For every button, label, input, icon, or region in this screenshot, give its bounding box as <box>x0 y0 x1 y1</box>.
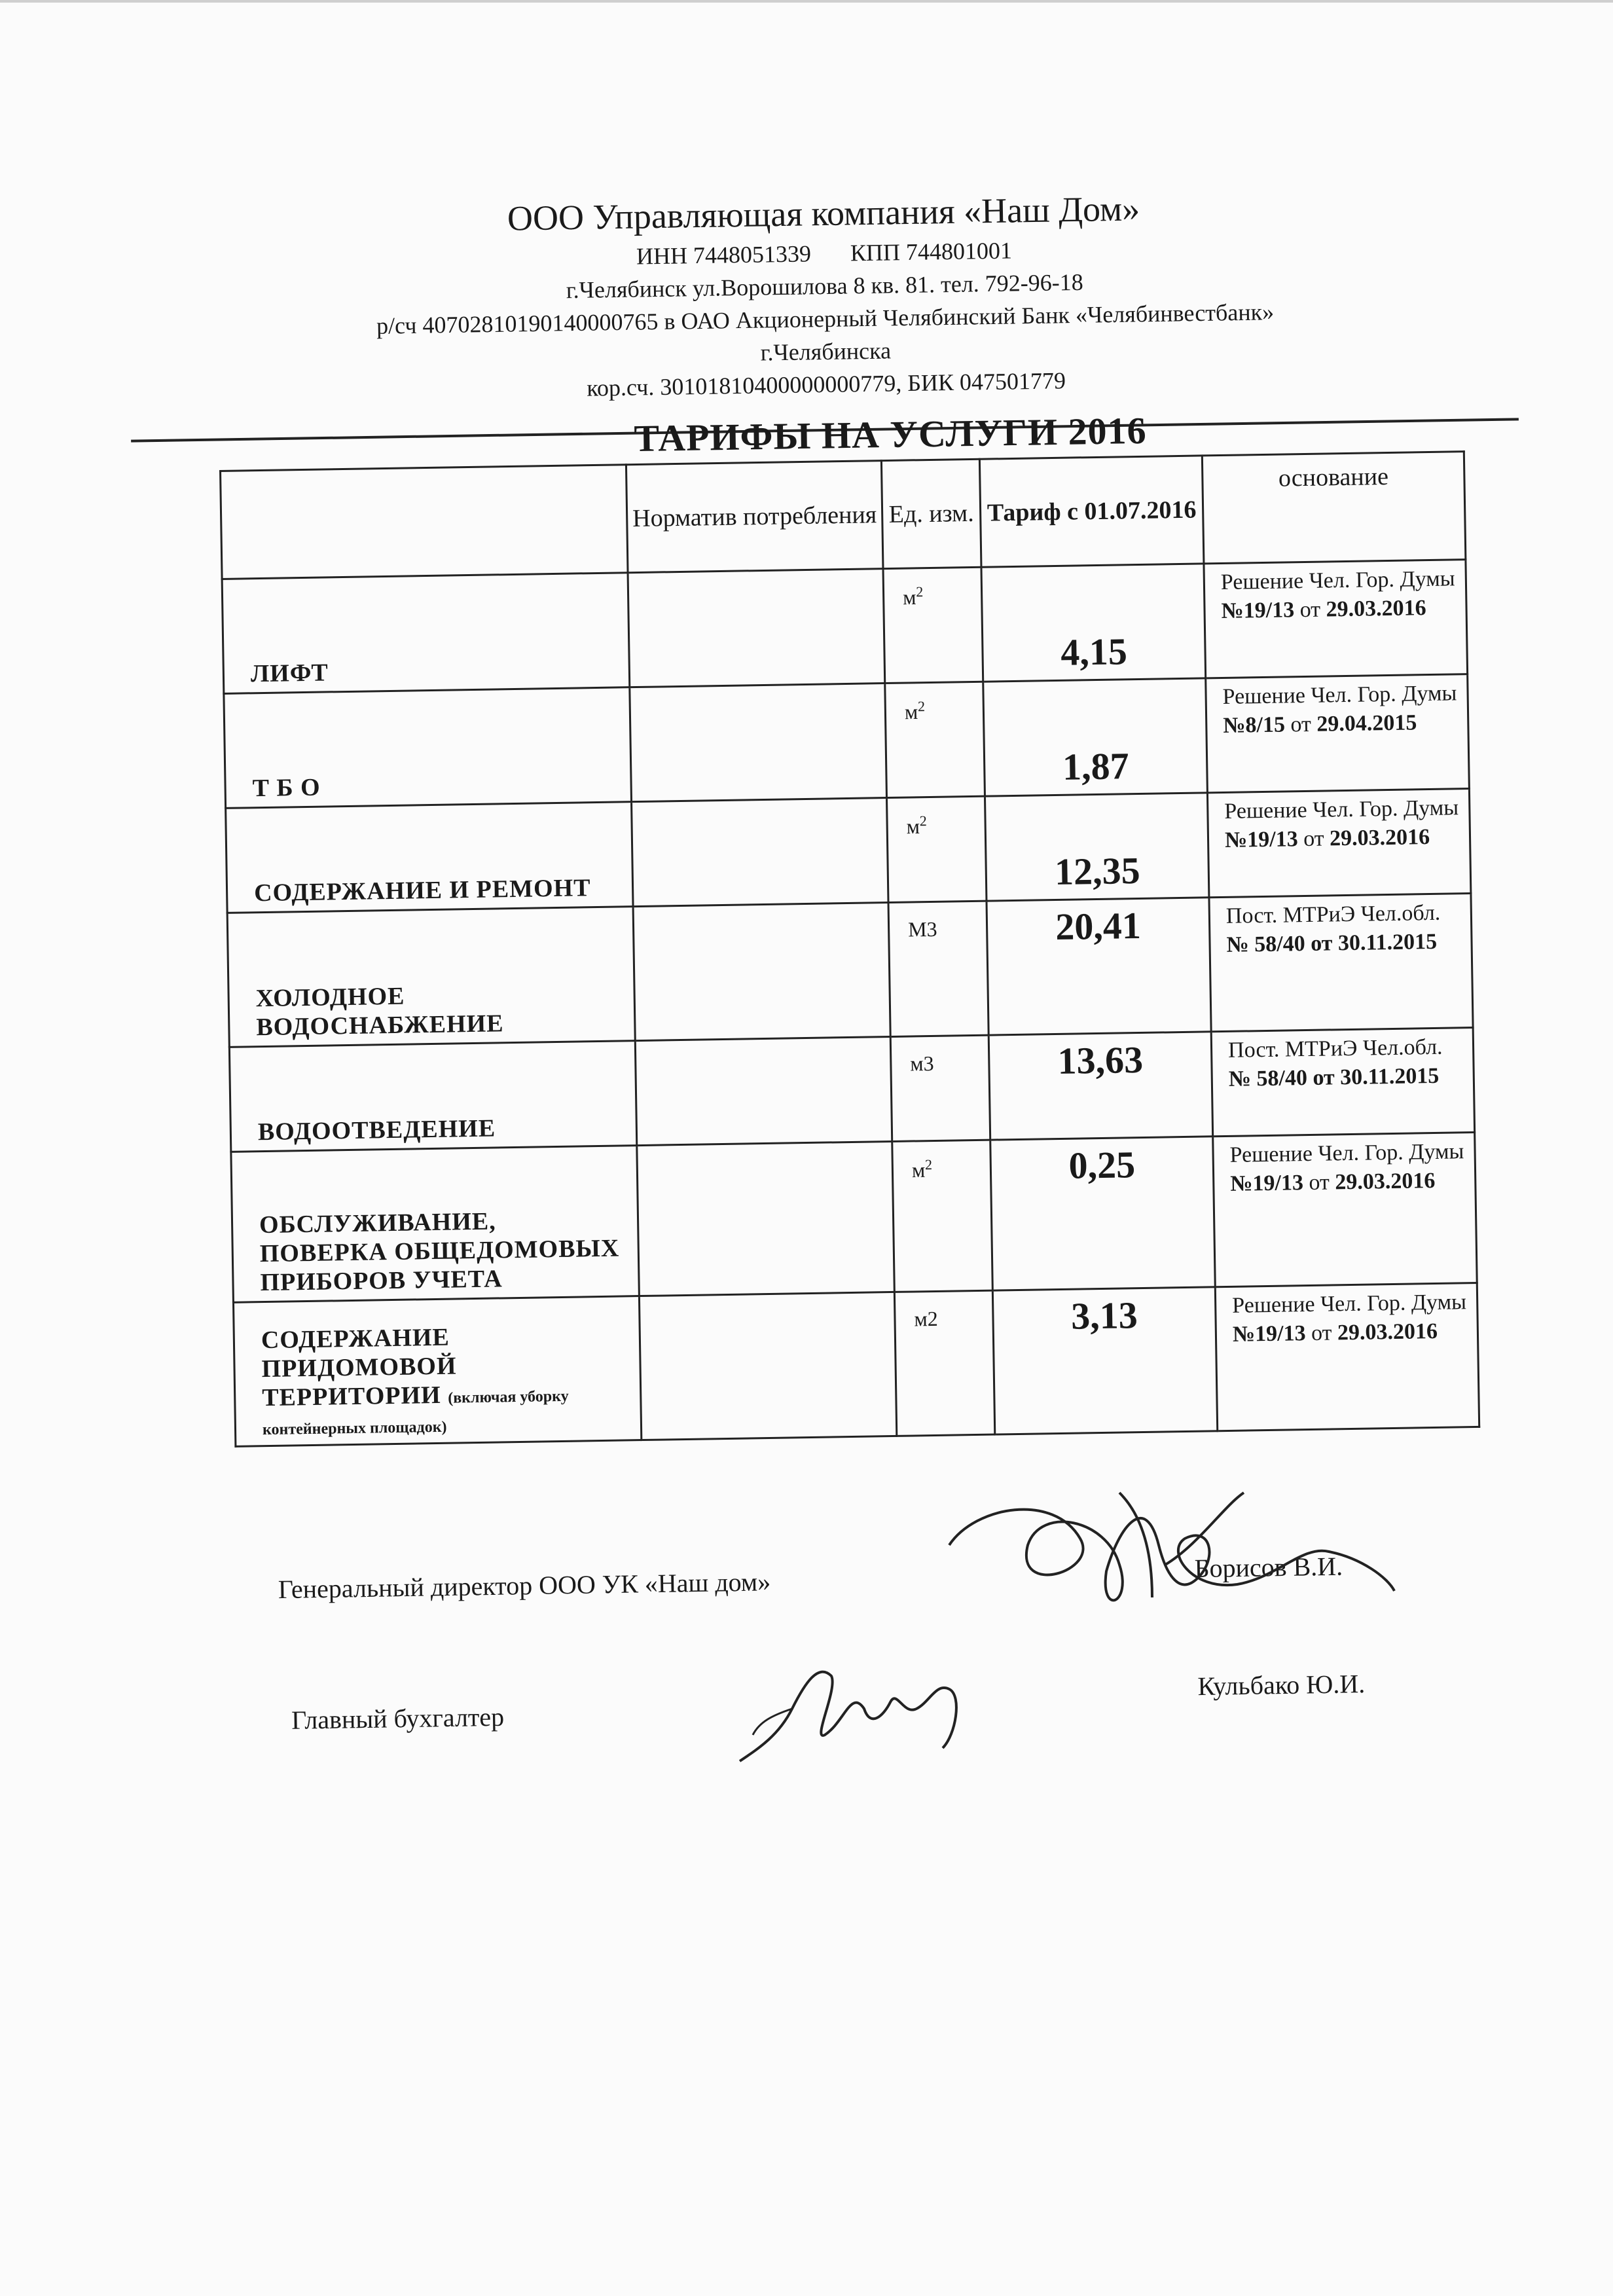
service-name: ВОДООТВЕДЕНИЕ <box>257 1114 496 1146</box>
table-header-row <box>221 452 1466 579</box>
unit-cell <box>890 1035 990 1141</box>
header-unit: Ед. изм. <box>881 459 981 568</box>
unit-superscript: 2 <box>919 812 927 829</box>
service-name-cell <box>227 907 635 1048</box>
service-name: Т Б О <box>252 773 321 803</box>
tariff-value: 1,87 <box>983 678 1208 796</box>
tariff-table-wrap <box>219 450 1478 1448</box>
document-title: ТАРИФЫ НА УСЛУГИ 2016 <box>633 409 1148 460</box>
scan-edge <box>0 0 1613 3</box>
unit-cell <box>883 567 983 683</box>
unit: м3 <box>910 1051 934 1076</box>
accountant-signature <box>733 1637 982 1781</box>
table-row <box>222 560 1468 694</box>
norm-cell <box>639 1292 896 1440</box>
tariff-table <box>219 450 1480 1448</box>
unit: м <box>906 814 920 839</box>
tariff-value: 20,41 <box>987 898 1211 1035</box>
basis-text: Пост. МТРиЭ Чел.обл. <box>1227 1034 1443 1063</box>
tariff-value: 13,63 <box>988 1032 1212 1140</box>
basis-date: от 30.11.2015 <box>1313 1063 1440 1090</box>
service-name-cell <box>229 1041 636 1152</box>
basis-number: № 58/40 <box>1226 932 1305 957</box>
basis-date: 29.04.2015 <box>1316 710 1417 737</box>
basis-text: Решение Чел. Гор. Думы <box>1229 1139 1464 1167</box>
bank-city: г.Челябинска <box>760 337 892 366</box>
basis-cell <box>1213 1133 1477 1287</box>
unit-superscript: 2 <box>924 1156 933 1173</box>
table-row <box>229 1028 1474 1152</box>
unit-superscript: 2 <box>917 698 926 715</box>
basis-date: 29.03.2016 <box>1337 1319 1438 1345</box>
service-name: ХОЛОДНОЕ ВОДОСНАБЖЕНИЕ <box>255 982 504 1042</box>
basis-number: №19/13 <box>1232 1321 1306 1347</box>
basis-text: Решение Чел. Гор. Думы <box>1222 681 1457 709</box>
norm-cell <box>632 798 888 907</box>
basis-number: №19/13 <box>1221 598 1295 623</box>
basis-cell <box>1211 1028 1474 1137</box>
unit-superscript: 2 <box>916 583 924 600</box>
table-row <box>224 674 1470 809</box>
basis-sep: от <box>1294 597 1326 623</box>
director-label: Генеральный директор ООО УК «Наш дом» <box>278 1567 771 1605</box>
unit: м <box>902 585 916 610</box>
unit: м <box>911 1157 926 1182</box>
basis-date: 29.03.2016 <box>1326 596 1426 622</box>
basis-number: №19/13 <box>1224 827 1298 852</box>
service-name-cell <box>231 1146 640 1303</box>
basis-sep: от <box>1303 1170 1335 1195</box>
accountant-name: Кульбако Ю.И. <box>1197 1669 1366 1702</box>
basis-cell <box>1215 1283 1479 1430</box>
tariff-value: 0,25 <box>990 1137 1216 1290</box>
service-name: ЛИФТ <box>250 659 329 688</box>
basis-number: № 58/40 <box>1228 1066 1308 1091</box>
basis-cell <box>1204 560 1468 678</box>
tariff-value: 3,13 <box>992 1287 1217 1434</box>
basis-date: 29.03.2016 <box>1335 1168 1436 1195</box>
service-name: СОДЕРЖАНИЕ ПРИДОМОВОЙ ТЕРРИТОРИИ <box>261 1323 457 1412</box>
corr-account: кор.сч. 30101810400000000779, БИК 047501779 <box>587 367 1066 401</box>
basis-text: Пост. МТРиЭ Чел.обл. <box>1225 900 1441 928</box>
service-name-cell <box>224 687 632 809</box>
table-row <box>233 1283 1479 1446</box>
norm-cell <box>628 569 885 687</box>
basis-cell <box>1209 894 1473 1032</box>
basis-sep: от <box>1297 826 1330 852</box>
unit-cell <box>894 1290 994 1436</box>
unit: м2 <box>914 1306 939 1331</box>
service-name-cell <box>233 1296 641 1447</box>
service-name-note: (включая уборку контейнерных площадок) <box>262 1387 569 1439</box>
table-row <box>227 894 1473 1048</box>
basis-text: Решение Чел. Гор. Думы <box>1231 1290 1467 1318</box>
basis-date: 29.03.2016 <box>1329 825 1430 851</box>
tariff-value: 12,35 <box>985 793 1208 901</box>
basis-cell <box>1206 674 1470 793</box>
kpp: КПП 744801001 <box>850 237 1013 266</box>
service-name: СОДЕРЖАНИЕ И РЕМОНТ <box>253 874 591 907</box>
director-name: Борисов В.И. <box>1194 1551 1343 1584</box>
accountant-label: Главный бухгалтер <box>291 1702 505 1735</box>
service-name-cell <box>222 573 630 694</box>
header-service <box>221 465 628 579</box>
letterhead <box>130 179 1521 411</box>
norm-cell <box>630 683 887 802</box>
header-basis: основание <box>1202 452 1466 564</box>
header-tariff: Тариф с 01.07.2016 <box>979 456 1204 567</box>
unit: м <box>904 699 918 724</box>
basis-sep: от <box>1284 712 1317 737</box>
basis-number: №19/13 <box>1230 1171 1304 1196</box>
basis-sep: от <box>1305 1321 1338 1346</box>
unit-cell <box>892 1140 993 1292</box>
basis-date: от 30.11.2015 <box>1310 929 1438 956</box>
basis-number: №8/15 <box>1223 712 1286 738</box>
tariff-value: 4,15 <box>981 564 1206 682</box>
basis-text: Решение Чел. Гор. Думы <box>1224 795 1459 824</box>
company-name: ООО Управляющая компания «Наш Дом» <box>507 189 1140 238</box>
unit: М3 <box>907 917 937 941</box>
unit-cell <box>885 682 985 797</box>
basis-text: Решение Чел. Гор. Думы <box>1220 566 1455 594</box>
table-row <box>231 1133 1477 1303</box>
service-name-cell <box>226 802 633 913</box>
inn: ИНН 7448051339 <box>636 240 812 270</box>
unit-cell <box>888 901 988 1036</box>
norm-cell <box>633 903 890 1041</box>
basis-cell <box>1207 789 1470 898</box>
norm-cell <box>637 1141 895 1296</box>
bank-account: р/сч 40702810190140000765 в ОАО Акционерный Челябинский Банк «Челябинвестбанк» <box>376 299 1275 339</box>
director-signature <box>936 1467 1407 1637</box>
norm-cell <box>635 1037 892 1146</box>
table-row <box>226 789 1471 913</box>
unit-cell <box>886 796 986 902</box>
address: г.Челябинск ул.Ворошилова 8 кв. 81. тел. 792-96-18 <box>566 268 1083 304</box>
service-name: ОБСЛУЖИВАНИЕ, ПОВЕРКА ОБЩЕДОМОВЫХ ПРИБОРОВ УЧЕТА <box>259 1207 620 1297</box>
header-norm: Норматив потребления <box>626 461 883 573</box>
